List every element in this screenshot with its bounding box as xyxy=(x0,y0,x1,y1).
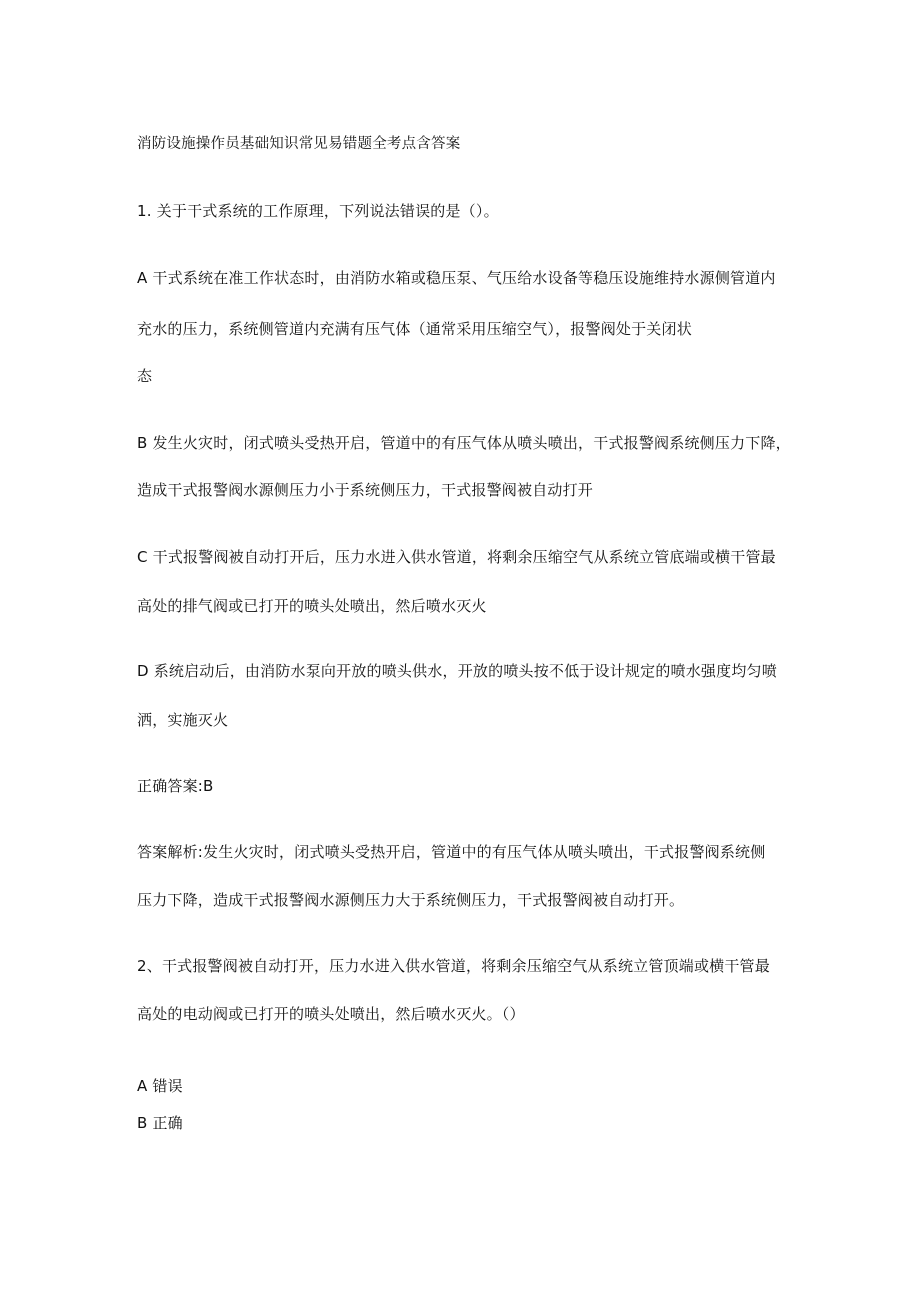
q1-option-d-line-1: D 系统启动后，由消防水泵向开放的喷头供水，开放的喷头按不低于设计规定的喷水强度均匀喷 xyxy=(137,662,777,680)
q1-option-d-line-2: 洒，实施灭火 xyxy=(137,711,229,729)
q2-option-b: B 正确 xyxy=(137,1114,183,1132)
q1-option-b-line-1: B 发生火灾时，闭式喷头受热开启，管道中的有压气体从喷头喷出，干式报警阀系统侧压力下降， xyxy=(137,434,791,452)
q1-option-c-line-1: C 干式报警阀被自动打开后，压力水进入供水管道，将剩余压缩空气从系统立管底端或横干管最 xyxy=(137,548,776,566)
question-2-stem-line-2: 高处的电动阀或已打开的喷头处喷出，然后喷水灭火。（） xyxy=(137,1005,525,1023)
q1-option-a-line-3: 态 xyxy=(137,367,153,385)
q2-option-a: A 错误 xyxy=(137,1077,183,1095)
q1-option-b-line-2: 造成干式报警阀水源侧压力小于系统侧压力，干式报警阀被自动打开 xyxy=(137,481,594,499)
question-2-stem-line-1: 2、干式报警阀被自动打开，压力水进入供水管道，将剩余压缩空气从系统立管顶端或横干管最 xyxy=(137,957,770,975)
question-1-stem: 1. 关于干式系统的工作原理，下列说法错误的是（）。 xyxy=(137,202,499,220)
q1-analysis-line-1: 答案解析:发生火灾时，闭式喷头受热开启，管道中的有压气体从喷头喷出，干式报警阀系统侧 xyxy=(137,843,766,861)
q1-option-a-line-2: 充水的压力，系统侧管道内充满有压气体（通常采用压缩空气），报警阀处于关闭状 xyxy=(137,320,692,338)
q1-correct-answer: 正确答案:B xyxy=(137,777,214,795)
q1-option-c-line-2: 高处的排气阀或已打开的喷头处喷出，然后喷水灭火 xyxy=(137,597,487,615)
q1-analysis-line-2: 压力下降，造成干式报警阀水源侧压力大于系统侧压力，干式报警阀被自动打开。 xyxy=(137,891,685,909)
q1-option-a-line-1: A 干式系统在准工作状态时，由消防水箱或稳压泵、气压给水设备等稳压设施维持水源侧管道内 xyxy=(137,269,776,287)
document-title: 消防设施操作员基础知识常见易错题全考点含答案 xyxy=(137,136,461,152)
